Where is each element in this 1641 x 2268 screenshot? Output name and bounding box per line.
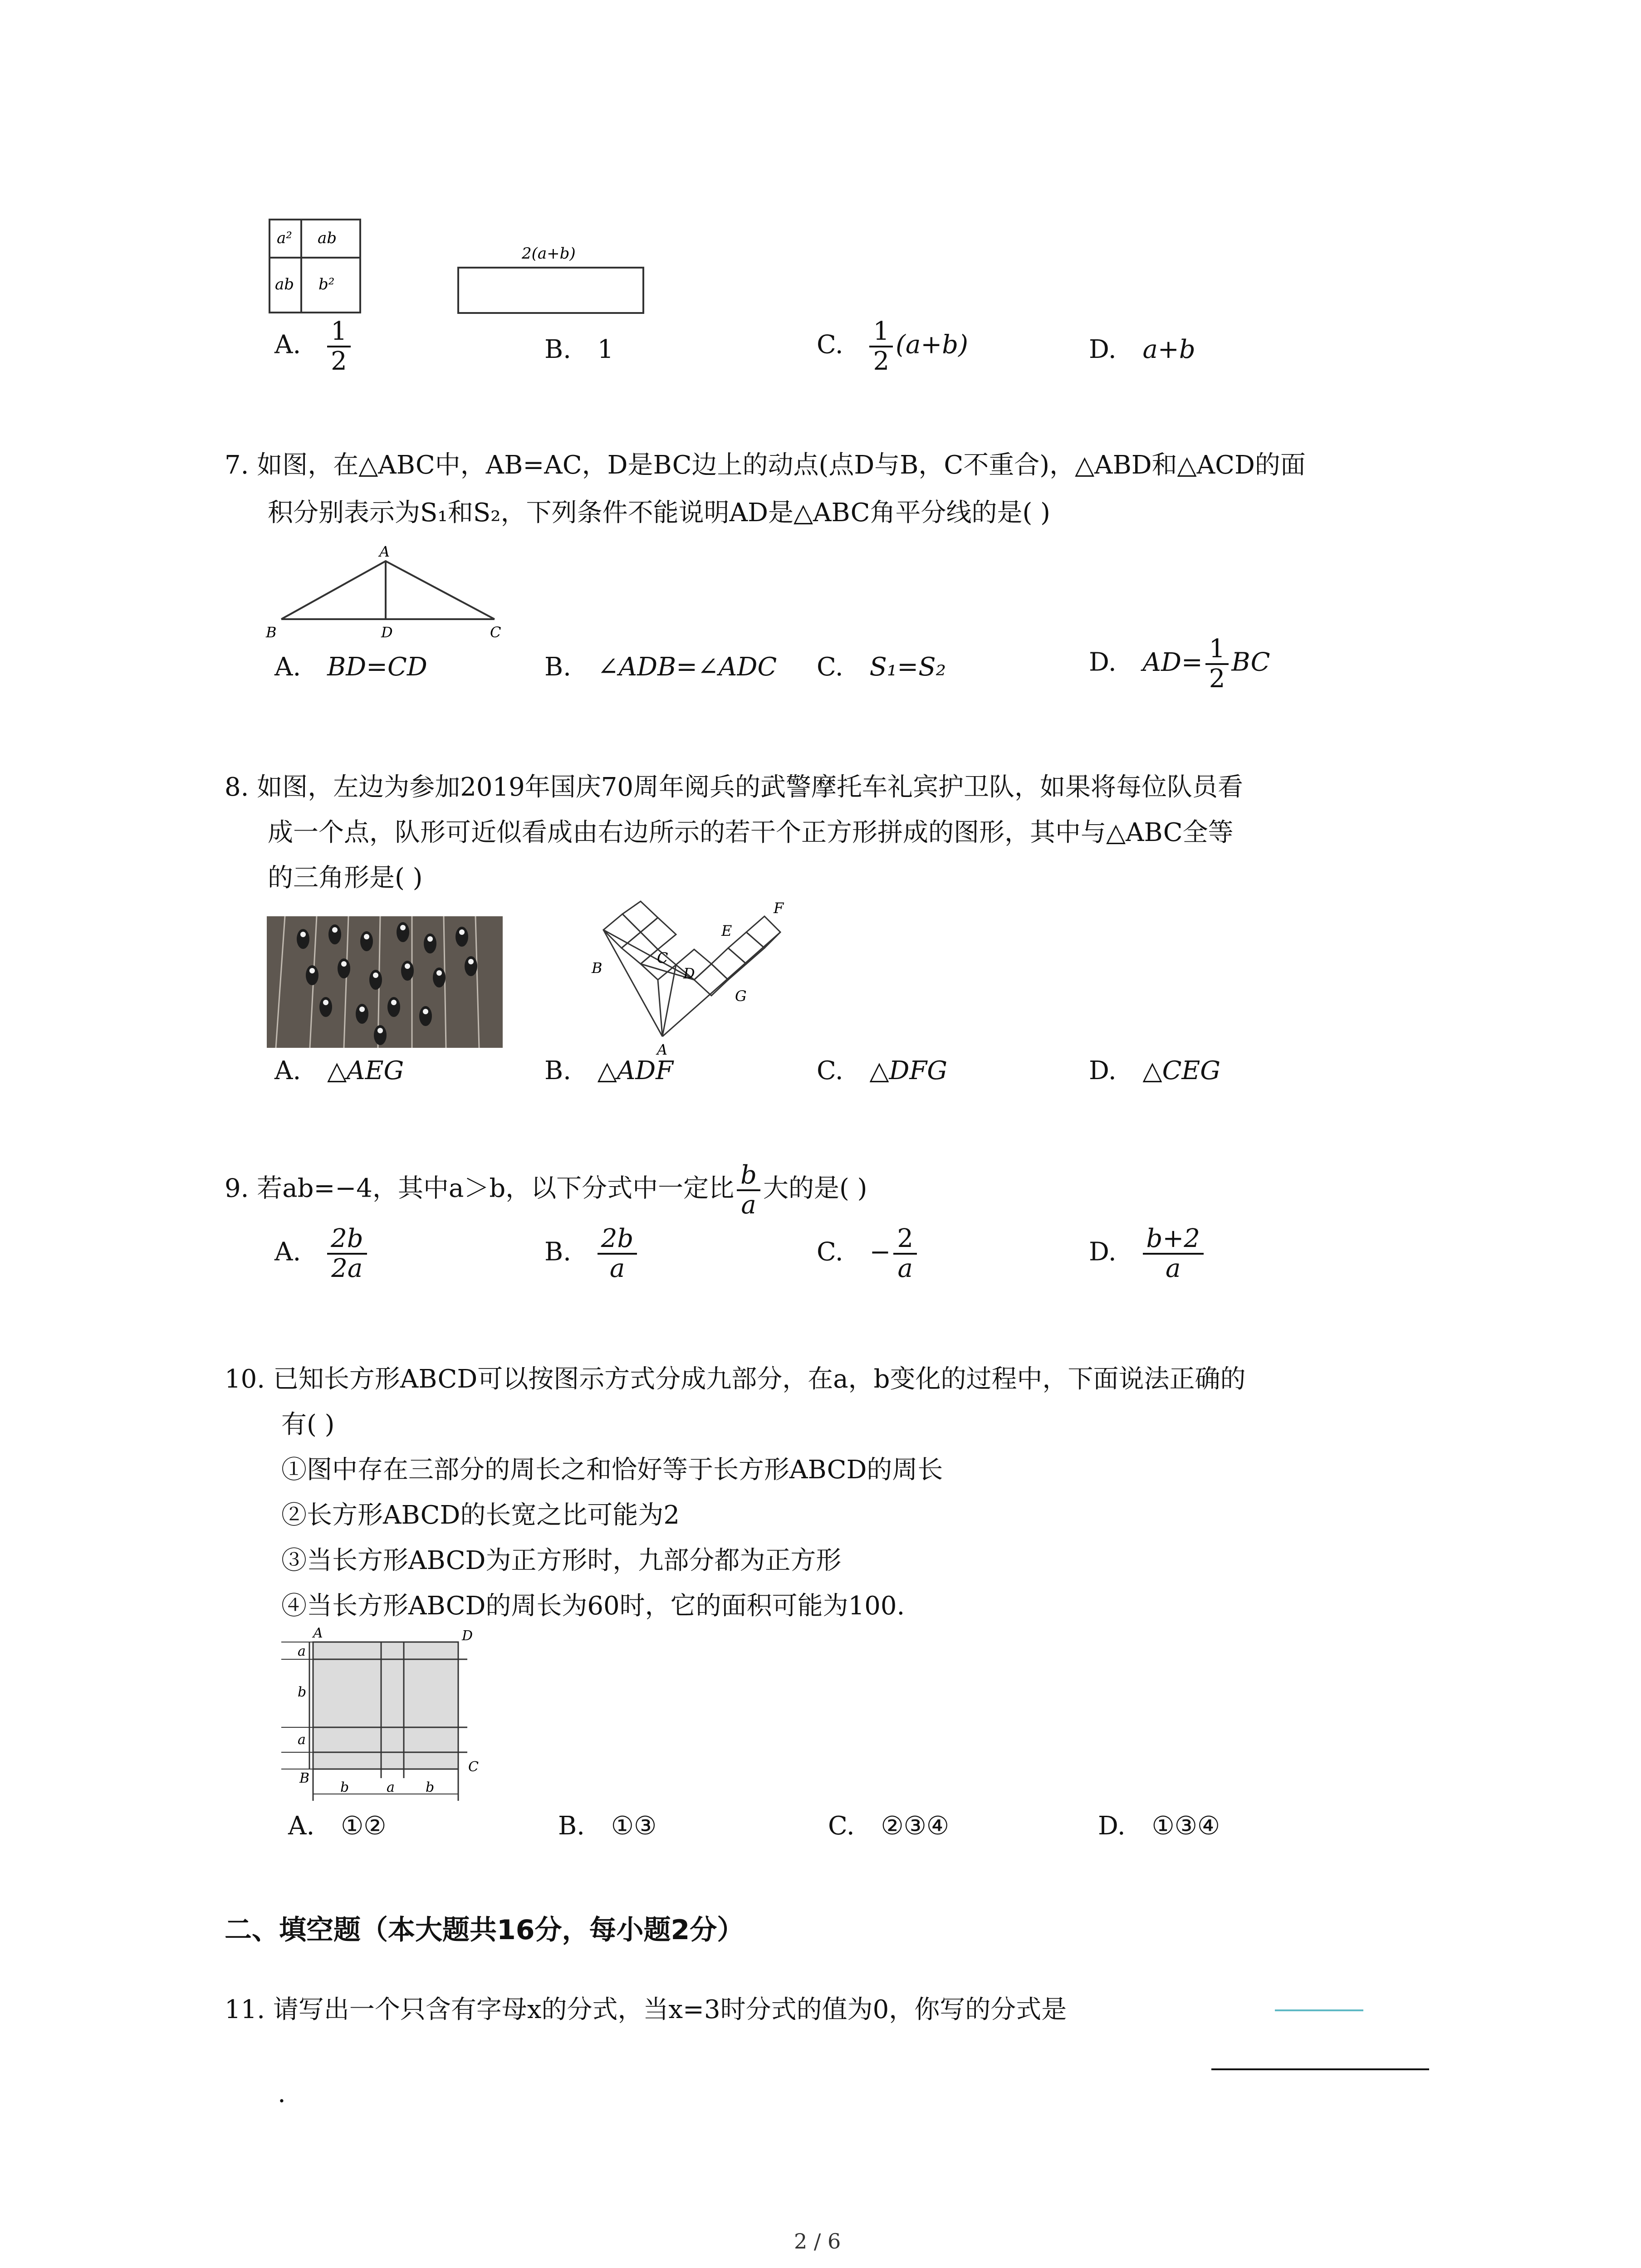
vertex-a: A: [379, 543, 390, 560]
q10-option-d[interactable]: [1098, 1810, 1220, 1843]
q6-square-figure: [268, 218, 367, 318]
option-letter: D.: [1089, 647, 1117, 677]
cell-a2: a²: [277, 229, 292, 247]
q11-answer-blank[interactable]: [1211, 2068, 1429, 2070]
point-g: G: [735, 987, 747, 1005]
option-letter: B.: [544, 335, 571, 364]
q7-line-1: 7. 如图，在△ABC中，AB=AC，D是BC边上的动点(点D与B，C不重合)，△ABD和△ACD的面: [225, 450, 1306, 480]
option-pre: AD=: [1142, 647, 1203, 677]
option-text: S₁=S₂: [869, 652, 946, 682]
q6-option-a[interactable]: [274, 318, 353, 376]
q8-option-b[interactable]: [544, 1055, 673, 1087]
numerator: 2b: [598, 1225, 637, 1255]
point-b: B: [592, 959, 603, 977]
option-letter: B.: [544, 1237, 571, 1267]
point-c: C: [657, 949, 668, 967]
option-letter: A.: [274, 1237, 301, 1267]
q8-line-3: 的三角形是( ): [268, 863, 423, 893]
denominator: 2: [1209, 664, 1225, 694]
section-heading: 二、填空题（本大题共16分，每小题2分）: [225, 1914, 745, 1946]
q10-statement-1: ①图中存在三部分的周长之和恰好等于长方形ABCD的周长: [281, 1455, 943, 1485]
dim-b-left: b: [298, 1684, 307, 1700]
corner-b: B: [299, 1770, 310, 1786]
denominator: a: [897, 1254, 913, 1283]
numerator: 1: [327, 318, 351, 347]
q7-triangle-figure: [263, 542, 517, 642]
point-a: A: [657, 1041, 668, 1057]
corner-d: D: [462, 1628, 473, 1644]
option-text: ①③: [611, 1811, 657, 1841]
option-letter: B.: [544, 652, 571, 682]
q11-stem: 11. 请写出一个只含有字母x的分式，当x=3时分式的值为0，你写的分式是: [225, 1995, 1067, 2024]
q7-option-d[interactable]: [1089, 635, 1270, 693]
option-letter: C.: [817, 652, 843, 682]
q9-option-d[interactable]: [1089, 1225, 1206, 1283]
option-letter: C.: [817, 330, 843, 360]
numerator: 1: [869, 318, 893, 347]
q6-option-c[interactable]: [817, 318, 968, 376]
option-letter: A.: [274, 1056, 301, 1085]
option-letter: A.: [288, 1811, 315, 1841]
vertex-d: D: [381, 624, 393, 641]
denominator: a: [609, 1254, 625, 1283]
numerator: 1: [1205, 635, 1229, 665]
q9-stem: [225, 1161, 867, 1219]
option-text: △ADF: [597, 1056, 674, 1085]
q7-option-b[interactable]: [544, 651, 777, 684]
q9-option-c[interactable]: [817, 1225, 920, 1283]
q8-line-2: 成一个点，队形可近似看成由右边所示的若干个正方形拼成的图形，其中与△ABC全等: [268, 818, 1234, 847]
q7-option-c[interactable]: [817, 651, 946, 684]
option-letter: C.: [828, 1811, 855, 1841]
dim-a-bottom: a: [298, 1732, 306, 1748]
q8-option-c[interactable]: [817, 1055, 947, 1087]
dim-a-top: a: [298, 1643, 306, 1659]
denominator: a: [1166, 1254, 1181, 1283]
option-letter: A.: [274, 652, 301, 682]
option-text: ∠ADB=∠ADC: [597, 652, 777, 682]
numerator: 2: [893, 1225, 917, 1255]
denominator: 2: [873, 347, 890, 376]
point-e: E: [721, 922, 732, 939]
q9-option-a[interactable]: [274, 1225, 370, 1283]
option-text: a+b: [1142, 335, 1195, 364]
motorcycle-parade-photo: [267, 916, 503, 1048]
option-letter: B.: [544, 1056, 571, 1085]
option-tail: (a+b): [896, 330, 968, 360]
cell-ab-1: ab: [318, 229, 337, 247]
q8-option-d[interactable]: [1089, 1055, 1220, 1087]
q10-line-2: 有( ): [281, 1410, 335, 1439]
q10-line-1: 10. 已知长方形ABCD可以按图示方式分成九部分，在a，b变化的过程中，下面说法正确的: [225, 1364, 1246, 1394]
vertex-c: C: [490, 624, 501, 641]
vertex-b: B: [266, 624, 277, 641]
q6-option-d[interactable]: [1089, 333, 1195, 366]
q6-option-b[interactable]: [544, 333, 613, 366]
option-letter: D.: [1089, 1056, 1117, 1085]
corner-a: A: [313, 1625, 323, 1641]
q10-rectangle-figure: [272, 1624, 499, 1805]
q8-line-1: 8. 如图，左边为参加2019年国庆70周年阅兵的武警摩托车礼宾护卫队，如果将每位队员看: [225, 772, 1244, 802]
q9-option-b[interactable]: [544, 1225, 640, 1283]
denominator: a: [741, 1190, 756, 1220]
option-tail: BC: [1231, 647, 1270, 677]
q11-answer-blank-accent[interactable]: [1275, 2009, 1363, 2011]
option-letter: D.: [1089, 335, 1117, 364]
option-letter: D.: [1098, 1811, 1126, 1841]
page-number: 2 / 6: [794, 2229, 841, 2253]
dim-b-bottom-2: b: [426, 1779, 435, 1795]
option-letter: B.: [558, 1811, 585, 1841]
dim-a-bottom-mid: a: [387, 1779, 395, 1795]
option-text: ①②: [341, 1811, 387, 1841]
option-text: 1: [597, 335, 614, 364]
corner-c: C: [468, 1759, 479, 1775]
option-letter: C.: [817, 1056, 843, 1085]
point-d: D: [683, 965, 695, 982]
option-letter: D.: [1089, 1237, 1117, 1267]
q10-option-c[interactable]: [828, 1810, 949, 1843]
option-letter: A.: [274, 330, 301, 360]
option-sign: −: [869, 1237, 891, 1267]
q10-option-a[interactable]: [288, 1810, 386, 1843]
q10-statement-2: ②长方形ABCD的长宽之比可能为2: [281, 1501, 680, 1530]
q6-rectangle-figure: [454, 236, 649, 318]
numerator: 2b: [327, 1225, 367, 1255]
q8-squares-figure: [590, 900, 798, 1057]
denominator: 2: [331, 347, 347, 376]
q9-stem-pre: 9. 若ab=−4，其中a＞b，以下分式中一定比: [225, 1173, 735, 1203]
point-f: F: [774, 900, 784, 917]
dim-b-bottom-1: b: [340, 1779, 349, 1795]
option-text: △DFG: [869, 1056, 948, 1085]
option-text: ②③④: [881, 1811, 950, 1841]
denominator: 2a: [331, 1254, 363, 1283]
option-letter: C.: [817, 1237, 843, 1267]
q9-stem-post: 大的是( ): [763, 1173, 867, 1203]
rect-label: 2(a+b): [522, 244, 576, 263]
q7-option-a[interactable]: [274, 651, 427, 684]
numerator: b+2: [1143, 1225, 1204, 1255]
q11-end-period: .: [278, 2079, 286, 2108]
option-text: △AEG: [327, 1056, 404, 1085]
option-text: △CEG: [1142, 1056, 1221, 1085]
option-text: ①③④: [1151, 1811, 1220, 1841]
q7-line-2: 积分别表示为S₁和S₂，下列条件不能说明AD是△ABC角平分线的是( ): [268, 498, 1051, 528]
q10-statement-3: ③当长方形ABCD为正方形时，九部分都为正方形: [281, 1546, 842, 1575]
cell-ab-2: ab: [275, 275, 294, 293]
q8-option-a[interactable]: [274, 1055, 404, 1087]
q10-option-b[interactable]: [558, 1810, 656, 1843]
cell-b2: b²: [318, 275, 335, 293]
option-text: BD=CD: [327, 652, 427, 682]
q10-statement-4: ④当长方形ABCD的周长为60时，它的面积可能为100.: [281, 1591, 905, 1621]
numerator: b: [737, 1161, 760, 1191]
